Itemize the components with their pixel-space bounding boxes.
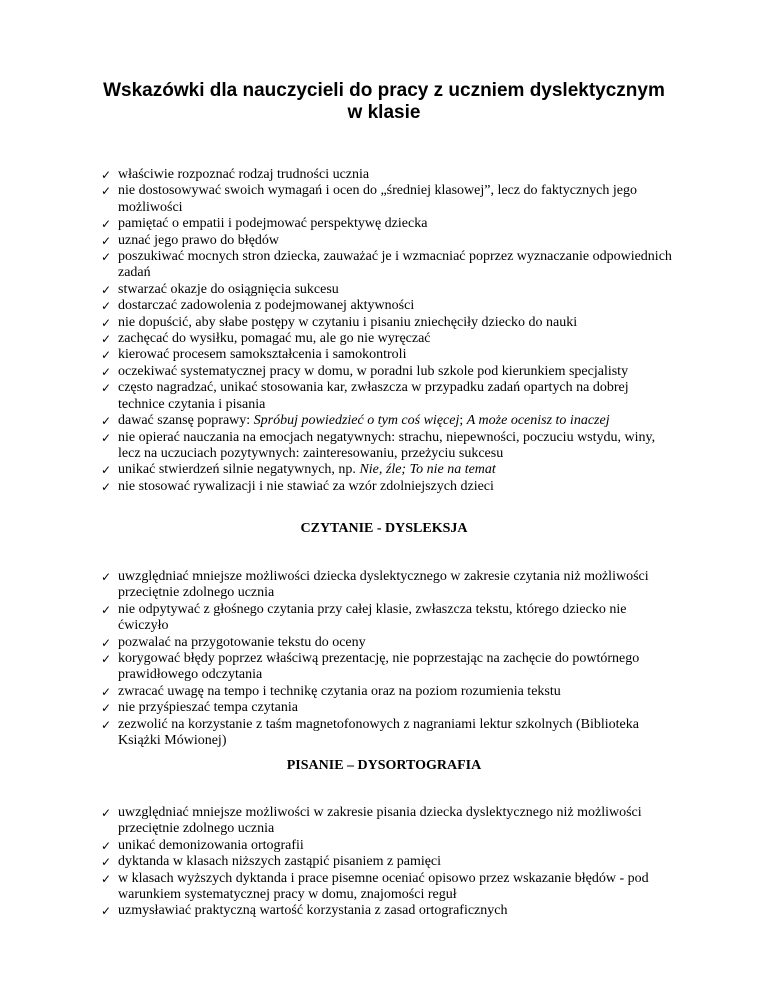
checkmark-icon: ✓ <box>101 701 112 716</box>
list-item: ✓ zachęcać do wysiłku, pomagać mu, ale go nie wyręczać <box>101 331 431 347</box>
list-item <box>101 413 678 429</box>
checkmark-icon: ✓ <box>101 602 112 617</box>
writing-guidelines-list <box>101 805 678 920</box>
checkmark-icon: ✓ <box>101 282 112 297</box>
checkmark-icon: ✓ <box>101 332 112 347</box>
phrase-separator: ; <box>459 413 467 429</box>
title-line-2: w klasie <box>347 102 421 123</box>
list-item: ✓ stwarzać okazje do osiągnięcia sukcesu <box>101 281 339 297</box>
checkmark-icon: ✓ <box>101 250 112 265</box>
item-prefix: unikać stwierdzeń silnie negatywnych, np. <box>118 462 360 478</box>
document-title <box>60 80 708 124</box>
checkmark-icon: ✓ <box>101 652 112 667</box>
list-item: ✓ dyktanda w klasach niższych zastąpić pisaniem z pamięci <box>101 854 442 870</box>
checkmark-icon: ✓ <box>101 381 112 396</box>
list-item: ✓ korygować błędy poprzez właściwą prezentację, nie poprzestając na zachęcie do powtórnego prawidłowego odczytania <box>101 651 640 683</box>
reading-guidelines-list <box>101 569 678 749</box>
writing-section-heading: PISANIE – DYSORTOGRAFIA <box>286 758 482 773</box>
list-item: ✓ uwzględniać mniejsze możliwości dziecka dyslektycznego w zakresie czytania niż możliwości przeciętnie zdolnego ucznia <box>101 569 649 601</box>
general-guidelines-list <box>101 167 678 495</box>
checkmark-icon: ✓ <box>101 570 112 584</box>
checkmark-icon: ✓ <box>101 184 112 199</box>
checkmark-icon: ✓ <box>101 479 112 494</box>
list-item: ✓ dostarczać zadowolenia z podejmowanej aktywności <box>101 298 415 314</box>
example-phrase-1: Spróbuj powiedzieć o tym coś więcej <box>253 413 460 429</box>
checkmark-icon: ✓ <box>101 904 112 919</box>
list-item: ✓ uznać jego prawo do błędów <box>101 232 279 248</box>
checkmark-icon: ✓ <box>101 806 112 820</box>
list-item: ✓ unikać demonizowania ortografii <box>101 837 304 853</box>
checkmark-icon: ✓ <box>101 871 112 886</box>
list-item: ✓ w klasach wyższych dyktanda i prace pisemne oceniać opisowo przez wskazanie błędów - pod warunkiem systematycznej pracy w domu, znajomości reguł <box>101 870 649 903</box>
checkmark-icon: ✓ <box>101 315 112 330</box>
list-item: ✓ poszukiwać mocnych stron dziecka, zauważać je i wzmacniać poprzez wyznaczanie odpowiednich zadań <box>101 249 672 281</box>
title-line-1: Wskazówki dla nauczycieli do pracy z uczniem dyslektycznym <box>103 80 665 101</box>
checkmark-icon: ✓ <box>101 414 112 429</box>
checkmark-icon: ✓ <box>101 168 112 182</box>
checkmark-icon: ✓ <box>101 233 112 248</box>
list-item: ✓ pamiętać o empatii i podejmować perspektywę dziecka <box>101 216 428 232</box>
list-item: ✓ pozwalać na przygotowanie tekstu do oceny <box>101 634 366 650</box>
example-phrase: Nie, źle; To nie na temat <box>359 462 496 478</box>
list-item: ✓ nie przyśpieszać tempa czytania <box>101 700 298 716</box>
list-item: ✓ nie dopuścić, aby słabe postępy w czytaniu i pisaniu zniechęciły dziecko do nauki <box>101 314 578 330</box>
reading-section-heading: CZYTANIE - DYSLEKSJA <box>300 521 468 536</box>
checkmark-icon: ✓ <box>101 430 112 445</box>
list-item: ✓ zezwolić na korzystanie z taśm magnetofonowych z nagraniami lektur szkolnych (Biblioteka Książki Mówionej) <box>101 716 639 749</box>
list-item: ✓ często nagradzać, unikać stosowania kar, zwłaszcza w przypadku zadań opartych na dobrej technice czytania i pisania <box>101 380 629 412</box>
list-item <box>101 462 678 478</box>
list-item: ✓ uzmysławiać praktyczną wartość korzystania z zasad ortograficznych <box>101 903 508 919</box>
checkmark-icon: ✓ <box>101 348 112 363</box>
list-item: ✓ zwracać uwagę na tempo i technikę czytania oraz na poziom rozumienia tekstu <box>101 683 561 699</box>
checkmark-icon: ✓ <box>101 217 112 232</box>
checkmark-icon: ✓ <box>101 364 112 379</box>
list-item: ✓ nie opierać nauczania na emocjach negatywnych: strachu, niepewności, poczuciu wstydu, winy, lecz na uczuciach pozytywnych: zainteresowaniu, przeżyciu sukcesu <box>101 429 656 461</box>
list-item: ✓ oczekiwać systematycznej pracy w domu, w poradni lub szkole pod kierunkiem specjalisty <box>101 363 629 379</box>
checkmark-icon: ✓ <box>101 463 112 478</box>
list-item: ✓ nie stosować rywalizacji i nie stawiać za wzór zdolniejszych dzieci <box>101 478 494 494</box>
checkmark-icon: ✓ <box>101 838 112 853</box>
list-item: ✓ kierować procesem samokształcenia i samokontroli <box>101 347 407 363</box>
list-item: ✓ nie odpytywać z głośnego czytania przy całej klasie, zwłaszcza tekstu, którego dziecko nie ćwiczyło <box>101 601 627 634</box>
list-item: ✓ nie dostosowywać swoich wymagań i ocen do „średniej klasowej”, lecz do faktycznych jego możliwości <box>101 183 637 215</box>
item-prefix: dawać szansę poprawy: <box>118 413 254 429</box>
checkmark-icon: ✓ <box>101 717 112 732</box>
list-item: ✓ uwzględniać mniejsze możliwości w zakresie pisania dziecka dyslektycznego niż możliwości przeciętnie zdolnego ucznia <box>101 805 642 837</box>
example-phrase-2: A może ocenisz to inaczej <box>466 413 610 429</box>
checkmark-icon: ✓ <box>101 855 112 870</box>
checkmark-icon: ✓ <box>101 299 112 314</box>
list-item: ✓ właściwie rozpoznać rodzaj trudności ucznia <box>101 167 370 182</box>
checkmark-icon: ✓ <box>101 684 112 699</box>
checkmark-icon: ✓ <box>101 635 112 650</box>
